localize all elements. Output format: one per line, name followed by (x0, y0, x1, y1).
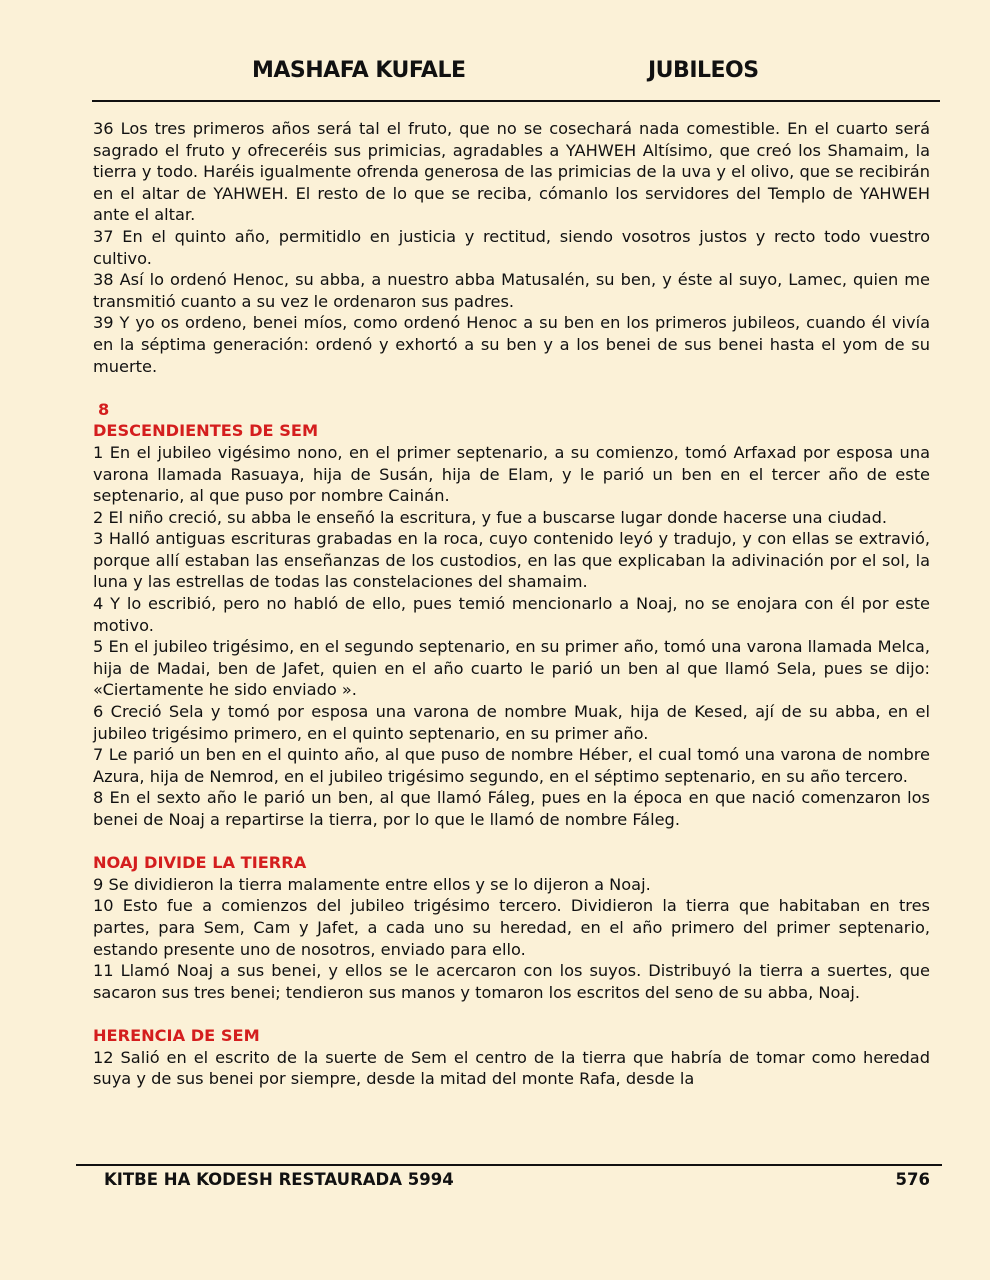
verse: 36 Los tres primeros años será tal el fruto, que no se cosechará nada comestible. En el cuarto será sagrado el fruto y ofreceréis sus primicias, agradables a YAHWEH Altísimo, que creó los Shamaim, la tierra y todo. Haréis igualmente ofrenda generosa de las primicias de la uva y el olivo, que se recibirán en el altar de YAHWEH. El resto de lo que se reciba, cómanlo los servidores del Templo de YAHWEH ante el altar. (93, 119, 930, 225)
header-divider (92, 100, 940, 102)
footer-title: KITBE HA KODESH RESTAURADA 5994 (104, 1170, 454, 1189)
verse: 37 En el quinto año, permitidlo en justicia y rectitud, siendo vosotros justos y recto todo vuestro cultivo. (93, 226, 930, 268)
footer-divider (76, 1164, 942, 1166)
page-number: 576 (895, 1170, 930, 1189)
verse: 12 Salió en el escrito de la suerte de Sem el centro de la tierra que habría de tomar como heredad suya y de sus benei por siempre, desde la mitad del monte Rafa, desde la (93, 1047, 930, 1089)
chapter-number: 8 (98, 399, 110, 419)
verse: 1 En el jubileo vigésimo nono, en el primer septenario, a su comienzo, tomó Arfaxad por esposa una varona llamada Rasuaya, hija de Susán, hija de Elam, y le parió un ben en el tercer año de este septenario, al que puso por nombre Cainán. (93, 442, 930, 506)
section-heading: DESCENDIENTES DE SEM (93, 421, 319, 441)
verse: 38 Así lo ordenó Henoc, su abba, a nuestro abba Matusalén, su ben, y éste al suyo, Lamec, quien me transmitió cuanto a su vez le ordenaron sus padres. (93, 270, 930, 311)
verse: 6 Creció Sela y tomó por esposa una varona de nombre Muak, hija de Kesed, ají de su abba, en el jubileo trigésimo primero, en el quinto septenario, en su primer año. (93, 702, 930, 743)
verse: 7 Le parió un ben en el quinto año, al que puso de nombre Héber, el cual tomó una varona de nombre Azura, hija de Nemrod, en el jubileo trigésimo segundo, en el séptimo septenario, en su año tercero. (93, 745, 930, 786)
spacer (93, 377, 930, 399)
spacer (93, 1003, 930, 1025)
header-book-title: MASHAFA KUFALE (252, 58, 466, 83)
verse: 5 En el jubileo trigésimo, en el segundo septenario, en su primer año, tomó una varona llamada Melca, hija de Madai, ben de Jafet, quien en el año cuarto le parió un ben al que llamó Sela, pues se dijo: «Ciertamente he sido enviado ». (93, 637, 930, 700)
verse: 9 Se dividieron la tierra malamente entre ellos y se lo dijeron a Noaj. (93, 874, 651, 894)
verse: 39 Y yo os ordeno, benei míos, como ordenó Henoc a su ben en los primeros jubileos, cuando él vivía en la séptima generación: ordenó y exhortó a su ben y a los benei de sus benei hasta el yom de su muerte. (93, 313, 930, 376)
page-body (93, 118, 930, 1090)
verse: 4 Y lo escribió, pero no habló de ello, pues temió mencionarlo a Noaj, no se enojara con él por este motivo. (93, 594, 930, 635)
verse: 8 En el sexto año le parió un ben, al que llamó Fáleg, pues en la época en que nació comenzaron los benei de Noaj a repartirse la tierra, por lo que le llamó de nombre Fáleg. (93, 788, 930, 829)
section-heading: NOAJ DIVIDE LA TIERRA (93, 853, 307, 873)
verse: 10 Esto fue a comienzos del jubileo trigésimo tercero. Dividieron la tierra que habitaban en tres partes, para Sem, Cam y Jafet, a cada uno su heredad, en el año primero del primer septenario, estando presente uno de nosotros, enviado para ello. (93, 896, 930, 959)
header-section-title: JUBILEOS (648, 58, 759, 83)
page-header (92, 58, 940, 90)
verse: 3 Halló antiguas escrituras grabadas en la roca, cuyo contenido leyó y tradujo, y con ellas se extravió, porque allí estaban las enseñanzas de los custodios, en las que explicaban la adivinación por el sol, la luna y las estrellas de todas las constelaciones del shamaim. (93, 529, 930, 592)
section-heading: HERENCIA DE SEM (93, 1025, 260, 1045)
spacer (93, 831, 930, 853)
verse: 11 Llamó Noaj a sus benei, y ellos se le acercaron con los suyos. Distribuyó la tierra a suertes, que sacaron sus tres benei; tendieron sus manos y tomaron los escritos del seno de su abba, Noaj. (93, 961, 930, 1002)
verse: 2 El niño creció, su abba le enseñó la escritura, y fue a buscarse lugar donde hacerse una ciudad. (93, 507, 888, 527)
